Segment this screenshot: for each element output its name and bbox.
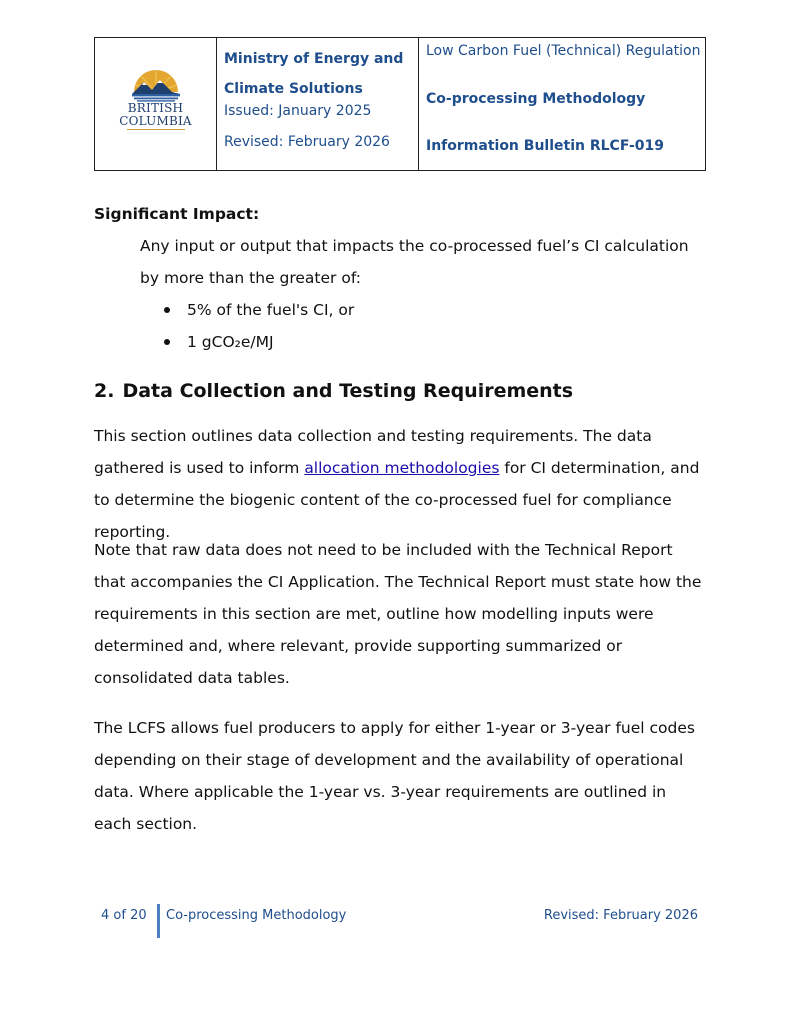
paragraph-1-end: for CI determination, and to determine the biogenic content of the co-processed fuel for compliance reporting. — [94, 459, 700, 541]
footer-revised: Revised: February 2026 — [543, 908, 698, 923]
bullet-dot-icon — [164, 307, 170, 313]
list-item — [140, 294, 354, 326]
allocation-methodologies-link[interactable]: allocation methodologies — [304, 459, 500, 477]
ministry-cell — [217, 38, 419, 170]
ministry-name: Ministry of Energy and Climate Solutions — [224, 51, 404, 97]
significant-impact-heading: Significant Impact: — [94, 205, 260, 223]
bullet-dot-icon — [164, 339, 170, 345]
issued-date: Issued: January 2025 — [224, 103, 372, 119]
paragraph-2: Note that raw data does not need to be included with the Technical Report that accompanies the CI Application. The Technical Report must state how the requirements in this section are met, outline how modelling inputs were determined and, where relevant, provide supporting summarized or consolidated data tables. — [94, 541, 702, 687]
methodology-title: Co-processing Methodology — [426, 91, 646, 107]
logo-text-british: BRITISH — [127, 101, 184, 115]
paragraph-3: The LCFS allows fuel producers to apply for either 1-year or 3-year fuel codes depending on their stage of development and the availability of operational data. Where applicable the 1-year vs. 3-year requirements are outlined in each section. — [94, 719, 695, 833]
footer-title: Co-processing Methodology — [166, 908, 347, 923]
section-title: Data Collection and Testing Requirements — [122, 380, 574, 402]
logo-text-columbia: COLUMBIA — [119, 114, 192, 128]
document-header — [94, 37, 706, 171]
bulletin-number: Information Bulletin RLCF-019 — [426, 138, 664, 154]
footer-divider — [157, 904, 160, 938]
page-footer — [94, 904, 706, 940]
document-info-cell — [419, 38, 705, 170]
bc-logo — [95, 68, 216, 130]
page-number: 4 of 20 — [101, 908, 147, 923]
bc-sun-mountains-icon — [128, 68, 184, 102]
logo-underline — [127, 129, 185, 130]
significant-impact-bullets — [140, 294, 354, 358]
section-number: 2. — [94, 380, 115, 402]
bullet-text: 5% of the fuel's CI, or — [187, 301, 355, 319]
revised-date: Revised: February 2026 — [224, 134, 390, 150]
logo-cell — [95, 38, 217, 170]
regulation-title: Low Carbon Fuel (Technical) Regulation — [426, 43, 701, 59]
bullet-text: 1 gCO₂e/MJ — [187, 333, 274, 351]
significant-impact-text: Any input or output that impacts the co-processed fuel’s CI calculation by more than the greater of: — [140, 237, 689, 287]
paragraph-1-start: This section outlines data collection and testing requirements. The data gathered is used to inform — [94, 427, 652, 477]
paragraph-1 — [94, 420, 708, 548]
section-heading — [94, 380, 573, 402]
list-item — [140, 326, 354, 358]
